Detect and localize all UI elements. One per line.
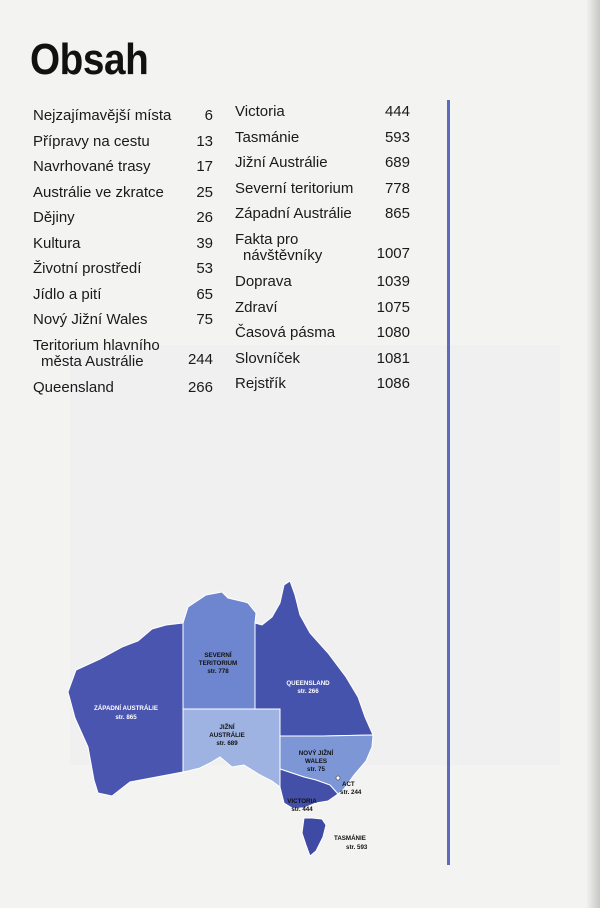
map-region-tasmania[interactable]: [302, 818, 326, 856]
toc-entry-label: Dějiny: [33, 209, 75, 226]
toc-entry-label: Životní prostředí: [33, 260, 142, 277]
map-label-sa-name2: AUSTRÁLIE: [209, 732, 245, 739]
toc-entry-page: 1080: [376, 324, 410, 341]
map-label-qld-name: QUEENSLAND: [286, 680, 330, 687]
map-label-nt-name1: SEVERNÍ: [204, 652, 232, 659]
toc-entry-label: Zdraví: [235, 298, 278, 316]
toc-entry-label: Slovníček: [235, 349, 301, 367]
map-act-marker[interactable]: [336, 776, 340, 780]
toc-entry-label: Teritorium hlavního: [33, 336, 160, 354]
map-label-sa-page: str. 689: [216, 740, 238, 747]
toc-entry-page: 39: [196, 234, 213, 252]
map-region-south-australia[interactable]: [183, 709, 280, 787]
australia-map: [60, 575, 390, 865]
toc-entry-label: Časová pásma: [235, 324, 336, 341]
toc-entry-label: Přípravy na cestu: [33, 132, 150, 150]
toc-entry-label: Queensland: [33, 379, 114, 396]
toc-entry-page: 26: [196, 209, 213, 226]
toc-entry-page: 865: [384, 205, 410, 222]
toc-entry-label-line2: města Austrálie: [41, 352, 144, 370]
map-label-tas-name: TASMÁNIE: [334, 835, 366, 842]
toc-entry-label-line2: návštěvníky: [243, 246, 323, 264]
toc-entry-label: Rejstřík: [235, 375, 286, 392]
toc-entry-label: Jídlo a pití: [33, 285, 102, 303]
toc-entry-page: 75: [196, 311, 213, 328]
toc-entry-page: 778: [384, 179, 410, 197]
map-label-vic-page: str. 444: [291, 806, 313, 813]
toc-entry-label: Victoria: [235, 103, 285, 120]
page-edge-shadow: [586, 0, 600, 908]
toc-entry-label: Severní teritorium: [235, 179, 354, 197]
map-label-act-page: str. 244: [340, 789, 362, 796]
toc-entry-page: 17: [196, 158, 213, 175]
map-label-nt-name2: TERITORIUM: [198, 660, 238, 667]
toc-entry-label: Fakta pro: [235, 230, 299, 248]
toc-entry-page: 1081: [376, 349, 410, 367]
toc-entry-label: Navrhované trasy: [33, 158, 151, 175]
vertical-accent-line: [447, 100, 450, 865]
toc-entry-page: 1039: [376, 273, 410, 290]
toc-entry-label: Nový Jižní Wales: [33, 311, 148, 328]
toc-entry-page: 6: [204, 107, 213, 124]
toc-entry-page: 53: [196, 260, 213, 277]
toc-entry-label: Jižní Austrálie: [235, 154, 328, 171]
toc-entry-label: Austrálie ve zkratce: [33, 183, 164, 201]
map-region-northern-territory[interactable]: [183, 592, 256, 709]
toc-entry-page: 1075: [376, 298, 410, 316]
toc-entry-page: 266: [187, 379, 213, 396]
toc-entry-page: 25: [196, 183, 213, 201]
map-label-vic-name: VICTORIA: [287, 798, 317, 805]
map-label-qld-page: str. 266: [297, 688, 319, 695]
map-label-sa-name1: JIŽNÍ: [219, 724, 235, 731]
toc-entry-page: 689: [384, 154, 410, 171]
toc-entry-label: Tasmánie: [235, 128, 300, 146]
map-label-act-name: ACT: [342, 781, 355, 788]
toc-entry-label: Nejzajímavější místa: [33, 107, 172, 124]
toc-entry-page: 13: [196, 132, 213, 150]
map-label-wa-name: ZÁPADNÍ AUSTRÁLIE: [94, 705, 158, 712]
toc-entry-label: Doprava: [235, 273, 292, 290]
toc-entry-page: 244: [187, 350, 213, 368]
toc-entry-page: 65: [196, 285, 213, 303]
map-label-wa-page: str. 865: [115, 714, 137, 721]
toc-entry-page: 593: [384, 128, 410, 146]
map-label-tas-page: str. 593: [346, 844, 368, 851]
page-title: Obsah: [30, 35, 149, 84]
toc-entry-label: Západní Austrálie: [235, 205, 352, 222]
map-label-nsw-name1: NOVÝ JIŽNÍ: [298, 750, 334, 757]
map-label-nsw-name2: WALES: [305, 758, 327, 765]
map-label-nt-page: str. 778: [207, 668, 229, 675]
toc-entry-page: 1086: [376, 375, 410, 392]
map-label-nsw-page: str. 75: [307, 766, 325, 773]
toc-entry-label: Kultura: [33, 234, 81, 252]
toc-entry-page: 444: [384, 103, 410, 120]
toc-entry-page: 1007: [376, 244, 410, 262]
